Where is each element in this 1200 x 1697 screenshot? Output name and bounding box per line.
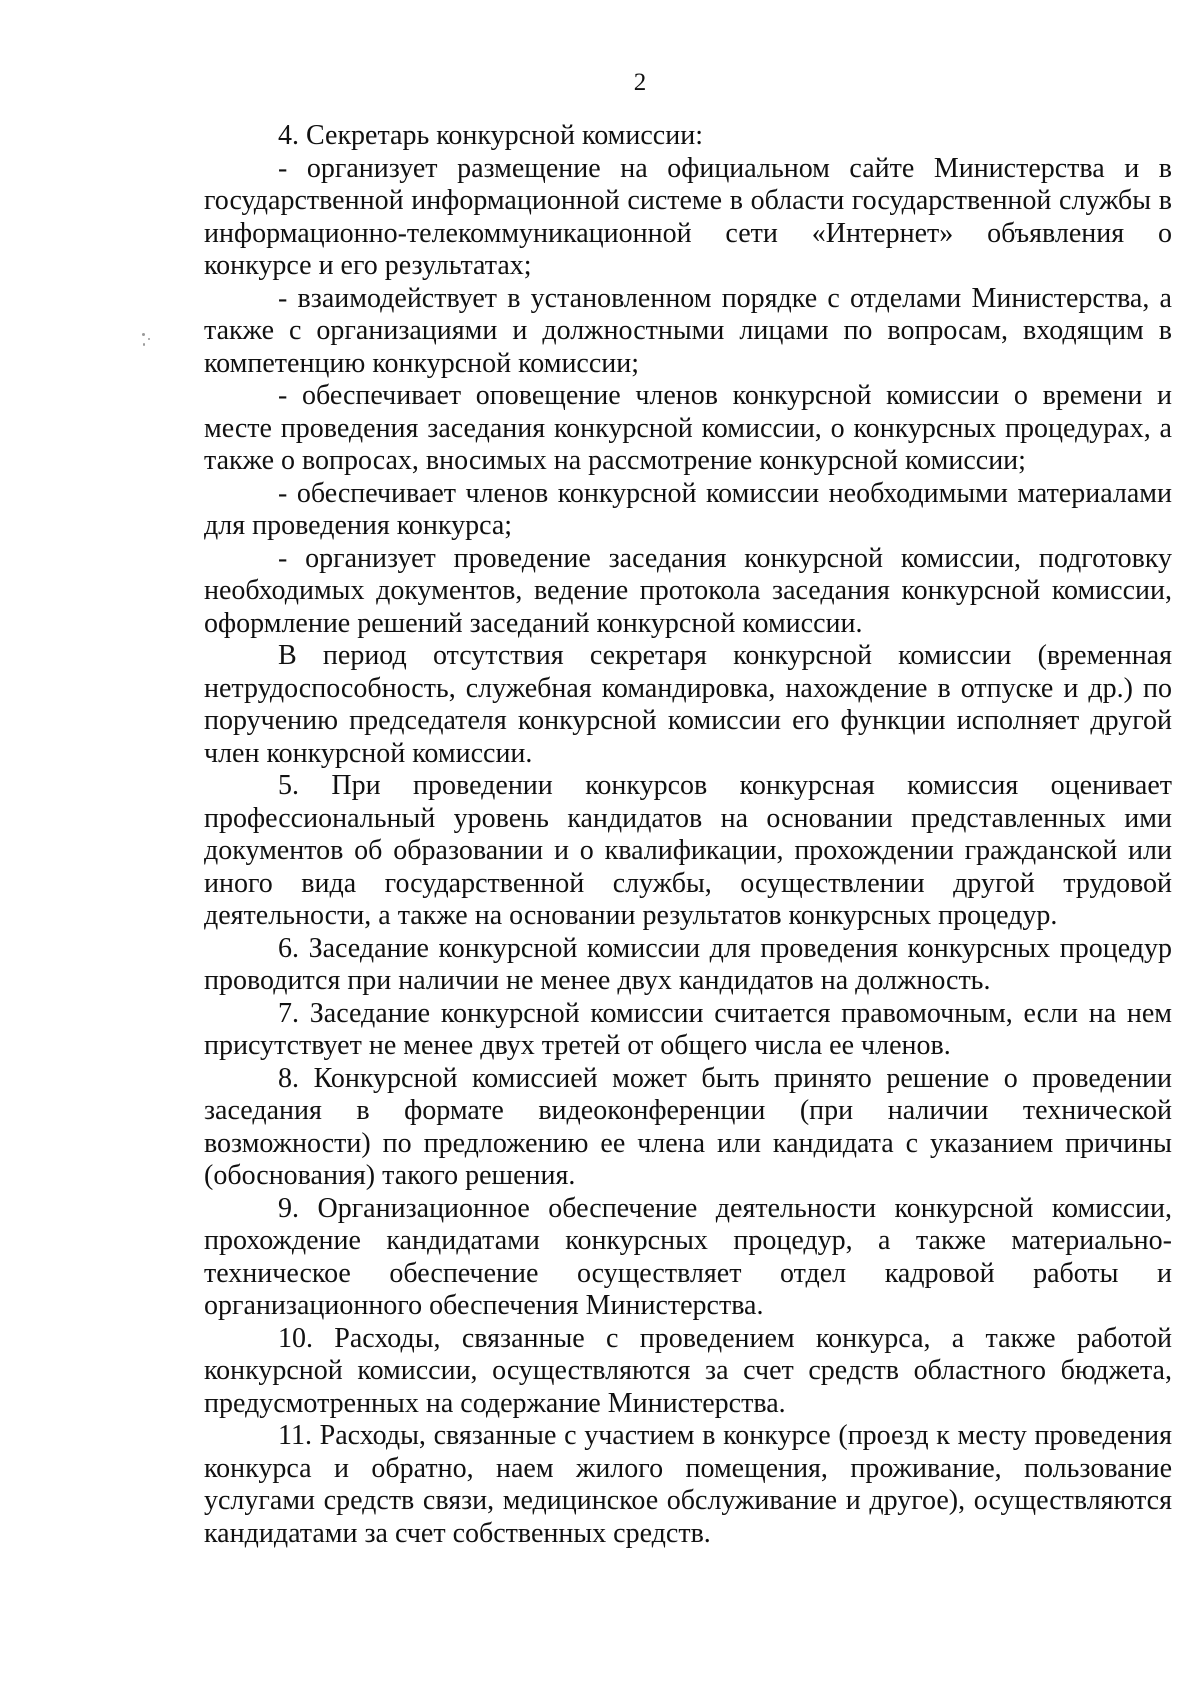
paragraph: - организует проведение заседания конкурсной комиссии, подготовку необходимых документов, ведение протокола заседания конкурсной комиссии, оформление решений заседаний конкурсной комиссии. xyxy=(204,542,1172,639)
paragraph: - организует размещение на официальном сайте Министерства и в государственной информационной системе в области государственной службы в информационно-телекоммуникационной сети «Интернет» объявления о конкурсе и его результатах; xyxy=(204,152,1172,281)
paragraph: - взаимодействует в установленном порядке с отделами Министерства, а также с организациями и должностными лицами по вопросам, входящим в компетенцию конкурсной комиссии; xyxy=(204,282,1172,379)
paragraph: 11. Расходы, связанные с участием в конкурсе (проезд к месту проведения конкурса и обратно, наем жилого помещения, проживание, пользование услугами средств связи, медицинское обслуживание и другое), осуществляются кандидатами за счет собственных средств. xyxy=(204,1420,1172,1549)
paragraph: 9. Организационное обеспечение деятельности конкурсной комиссии, прохождение кандидатами конкурсных процедур, а также материально-техническое обеспечение осуществляет отдел кадровой работы и организационного обеспечения Министерства. xyxy=(204,1192,1172,1321)
page-number: 2 xyxy=(633,69,647,96)
scan-speck xyxy=(142,333,145,336)
paragraph: 8. Конкурсной комиссией может быть принято решение о проведении заседания в формате видеоконференции (при наличии технической возможности) по предложению ее члена или кандидата с указанием причины (обоснования) такого решения. xyxy=(204,1062,1172,1191)
paragraph: 6. Заседание конкурсной комиссии для проведения конкурсных процедур проводится при наличии не менее двух кандидатов на должность. xyxy=(204,932,1172,996)
paragraph: - обеспечивает членов конкурсной комиссии необходимыми материалами для проведения конкурса; xyxy=(204,477,1172,541)
paragraph: 10. Расходы, связанные с проведением конкурса, а также работой конкурсной комиссии, осуществляются за счет средств областного бюджета, предусмотренных на содержание Министерства. xyxy=(204,1322,1172,1419)
scan-speck xyxy=(148,338,150,340)
paragraph: 4. Секретарь конкурсной комиссии: xyxy=(278,120,703,151)
scan-speck xyxy=(143,343,145,346)
paragraph: 5. При проведении конкурсов конкурсная комиссия оценивает профессиональный уровень кандидатов на основании представленных ими документов об образовании и о квалификации, прохождении гражданской или иного вида государственной службы, осуществлении другой трудовой деятельности, а также на основании результатов конкурсных процедур. xyxy=(204,770,1172,931)
paragraph: 7. Заседание конкурсной комиссии считается правомочным, если на нем присутствует не менее двух третей от общего числа ее членов. xyxy=(204,997,1172,1061)
paragraph: - обеспечивает оповещение членов конкурсной комиссии о времени и месте проведения заседания конкурсной комиссии, о конкурсных процедурах, а также о вопросах, вносимых на рассмотрение конкурсной комиссии; xyxy=(204,380,1172,476)
document-body xyxy=(204,120,1172,1550)
paragraph: В период отсутствия секретаря конкурсной комиссии (временная нетрудоспособность, служебная командировка, нахождение в отпуске и др.) по поручению председателя конкурсной комиссии его функции исполняет другой член конкурсной комиссии. xyxy=(204,640,1172,769)
